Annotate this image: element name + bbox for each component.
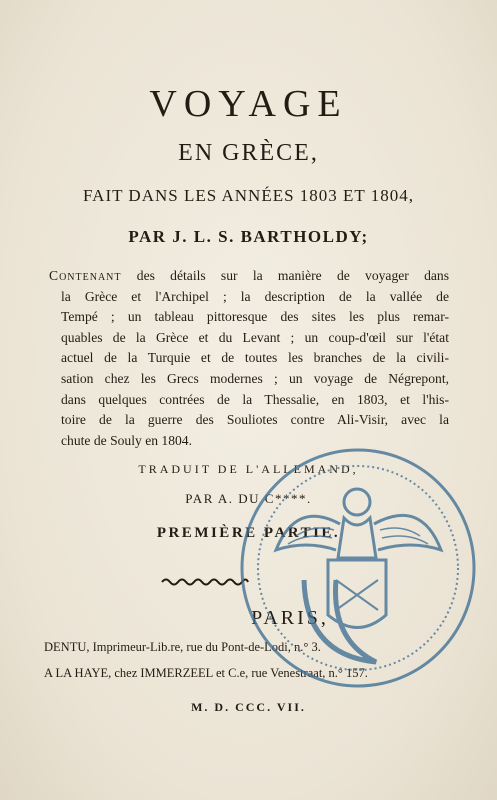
description-line: sation chez les Grecs modernes ; un voyage de Négrepont,: [61, 370, 449, 386]
book-title: VOYAGE: [149, 83, 348, 125]
place-of-publication: PARIS,: [251, 607, 329, 629]
translated-line: TRADUIT DE L'ALLEMAND,: [138, 462, 359, 476]
years-line: FAIT DANS LES ANNÉES 1803 ET 1804,: [82, 186, 415, 205]
author-line: PAR J. L. S. BARTHOLDY;: [128, 227, 369, 246]
description-lead: Contenant: [49, 268, 122, 283]
description-line: actuel de la Turquie et de toutes les branches de la civili-: [61, 350, 449, 366]
translator-line: PAR A. DU C****.: [185, 491, 312, 506]
description-line: toire de la guerre des Souliotes contre Ali-Visir, avec la: [61, 412, 449, 428]
book-subtitle: EN GRÈCE,: [178, 140, 319, 166]
imprint-line-2: A LA HAYE, chez IMMERZEEL et C.e, rue Venestraat, n.° 157.: [44, 666, 368, 680]
description-line: chute de Souly en 1804.: [61, 432, 193, 448]
publication-date: M. D. CCC. VII.: [191, 700, 306, 714]
ornament-rule: [160, 576, 250, 588]
imprint-line-1: DENTU, Imprimeur-Lib.re, rue du Pont-de-Lodi, n.° 3.: [44, 640, 321, 654]
description-line: quables de la Grèce et du Levant ; un coup-d'œil sur l'état: [61, 329, 449, 345]
description-line: Tempé ; un tableau pittoresque des sites les plus remar-: [61, 309, 449, 325]
description-line: la Grèce et l'Archipel ; la description de la vallée de: [61, 288, 449, 304]
description-block: [49, 266, 449, 451]
description-line: dans quelques contrées de la Thessalie, en 1803, et l'his-: [61, 391, 449, 407]
description-line: Contenant des détails sur la manière de voyager dans: [49, 268, 450, 283]
part-line: PREMIÈRE PARTIE.: [156, 525, 341, 541]
